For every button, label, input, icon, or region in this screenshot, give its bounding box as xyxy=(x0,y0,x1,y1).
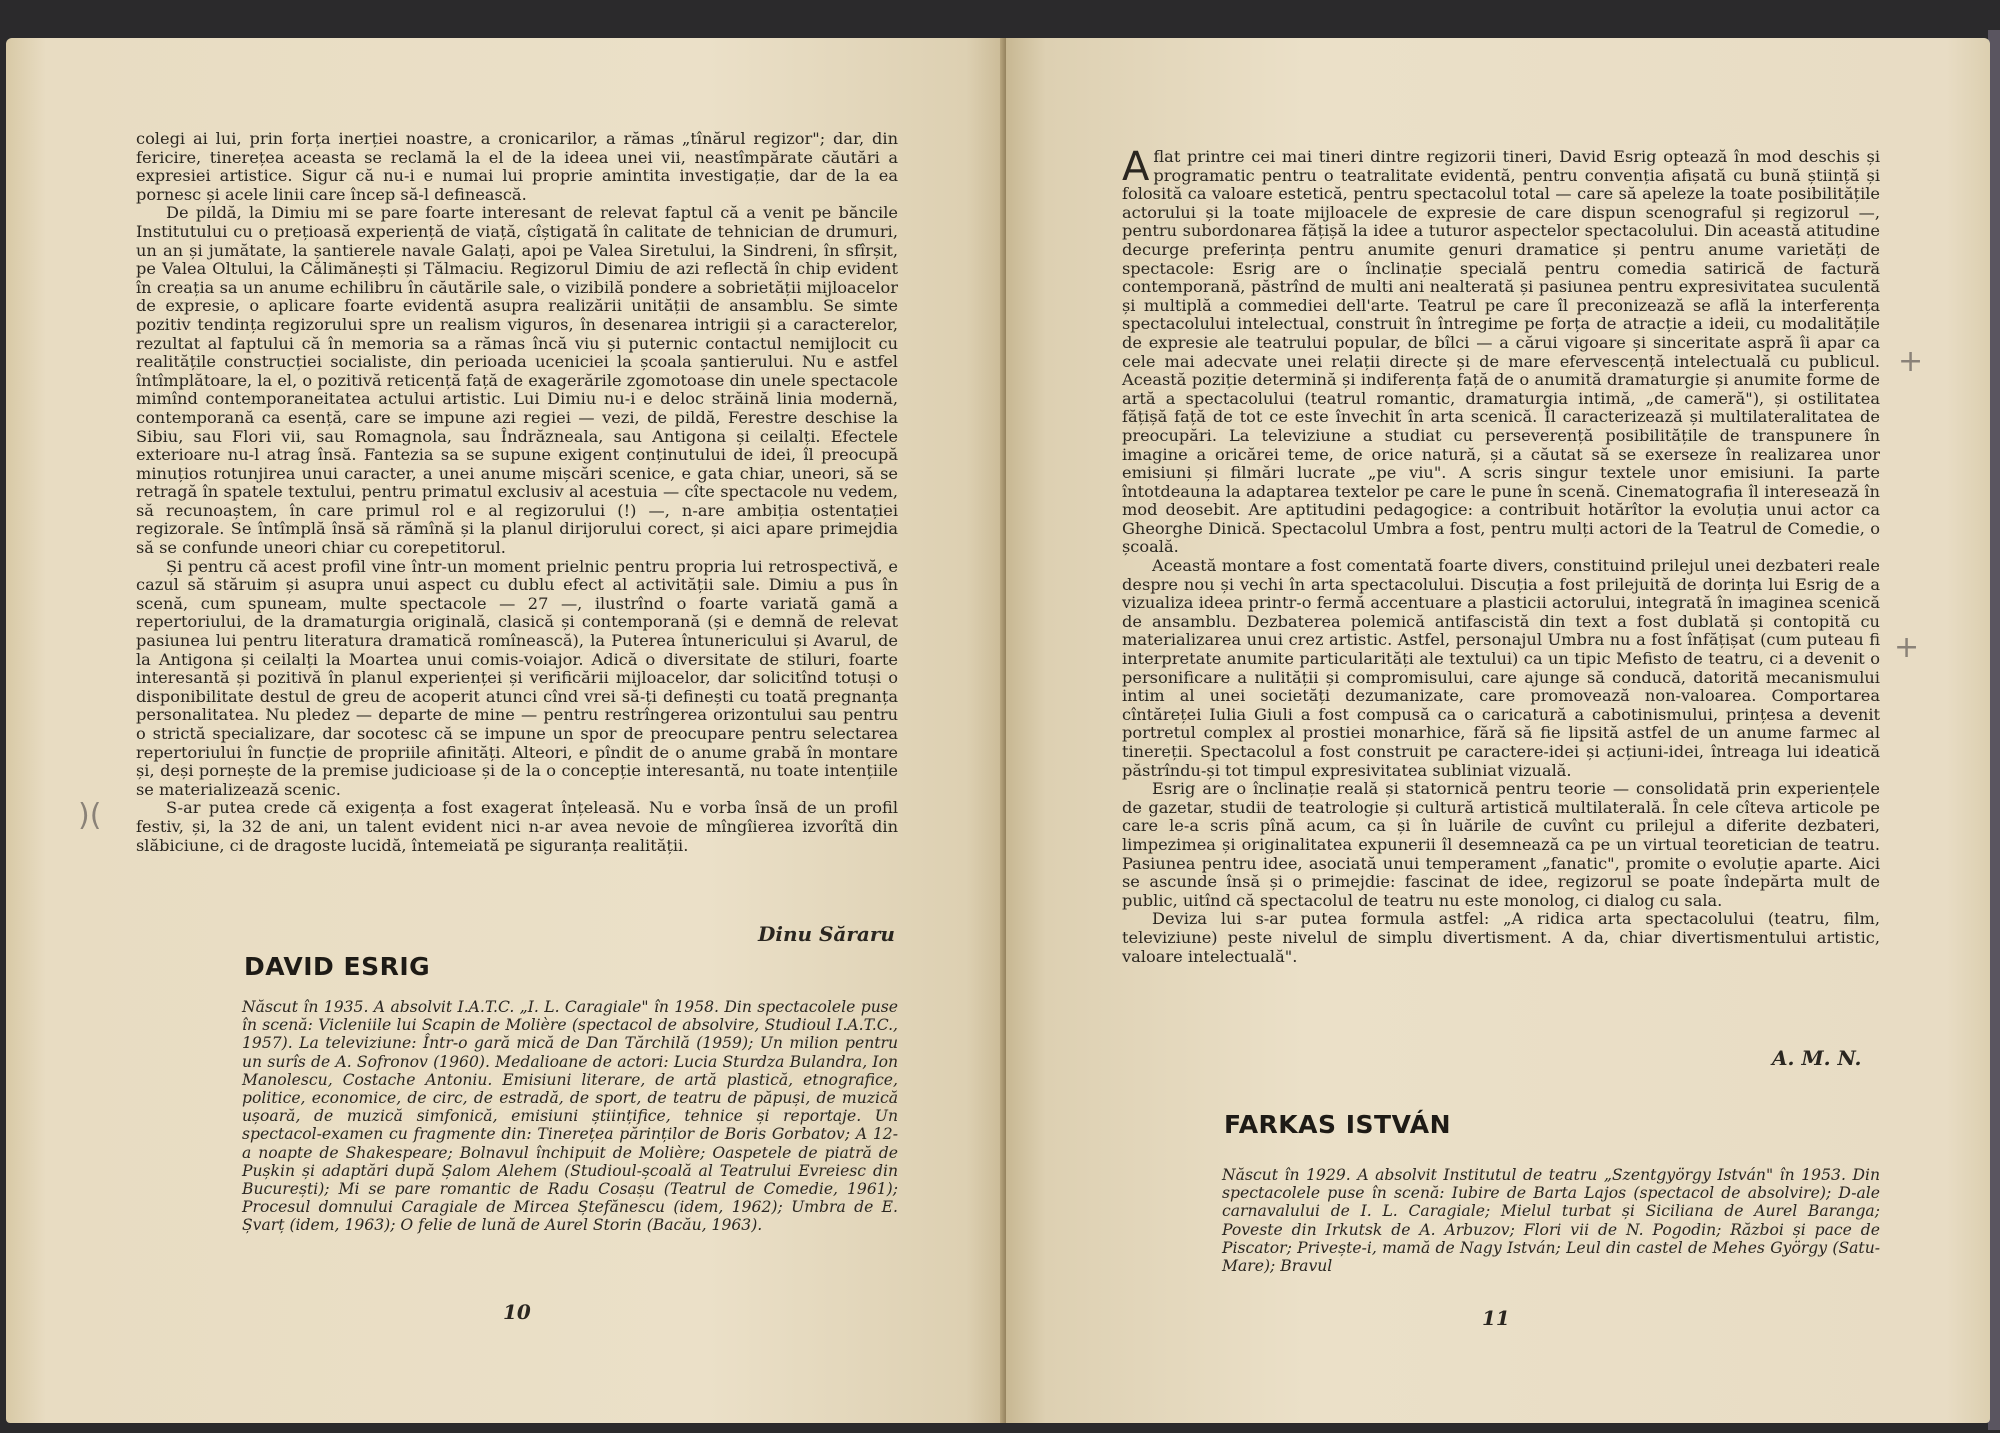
right-paragraph-1-text: flat printre cei mai tineri dintre regizorii tineri, David Esrig optează în mod deschis și programatic pentru o teatralitate evidentă, pentru convenția afișată cu bună știință și folosită ca valoare estetică, pentru spectacolul total — care să apeleze la toate posibilitățile actorului și la toate mijloacele de expresie de care dispun scenograful și regizorul —, pentru subordonarea fățișă la idee a tuturor aspectelor spectacolului. Din această atitudine decurge preferința pentru anumite genuri dramatice și pentru anume varietăți de spectacole: Esrig are o înclinație specială pentru comedia satirică de factură contemporană, păstrînd de multi ani nealterată și pasiunea pentru expresivitatea suculentă și multiplă a commediei dell'arte. Teatrul pe care îl preconizează se află la interferența spectacolului intelectual, construit în întregime pe forța de atracție a ideii, cu modalitățile de expresie ale teatrului popular, de bîlci — a cărui vigoare și sinceritate aspră îi apar ca cele mai adecvate unei relații directe și de mare efervescență intelectuală cu publicul. Această poziție determină și indiferența față de o anumită dramaturgie și anumite forme de artă a spectacolului (teatrul romantic, dramaturgia intimă, „de cameră"), și ostilitatea fățișă față de tot ce este învechit în arta scenică. Îl caracterizează și multilateralitatea de preocupări. La televiziune a studiat cu perseverență posibilitățile de transpunere în imagine a oricărei teme, de orice natură, și a căutat să se exerseze în realizarea unor emisiuni și filmări lucrate „pe viu". A scris singur textele unor emisiuni. Ia parte întotdeauna la adaptarea textelor pe care le pune în scenă. Cinematografia îl interesează în mod deosebit. Are aptitudini pedagogice: a contribuit hotărîtor la evoluția unui actor ca Gheorghe Dinică. Spectacolul Umbra a fost, pentru mulți actori de la Teatrul de Comedie, o școală. xyxy=(1122,147,1880,557)
left-bio-heading: DAVID ESRIG xyxy=(244,952,431,981)
pencil-plus-mark: + xyxy=(1898,344,1924,379)
left-bio-text: Născut în 1935. A absolvit I.A.T.C. „I. L. Caragiale" în 1958. Din spectacolele puse în scenă: Vicleniile lui Scapin de Molière (spectacol de absolvire, Studioul I.A.T.C., 1957). La televiziune: Într-o gară mică de Dan Tărchilă (1959); Un milion pentru un surîs de A. Sofronov (1960). Medalioane de actori: Lucia Sturdza Bulandra, Ion Manolescu, Costache Antoniu. Emisiuni literare, de artă plastică, etnografice, politice, economice, de circ, de estradă, de sport, de teatru de păpuși, de muzică ușoară, de muzică simfonică, emisiuni științifice, tehnice și reportaje. Un spectacol-examen cu fragmente din: Tinerețea părinților de Boris Gorbatov; A 12-a noapte de Shakespeare; Bolnavul închipuit de Molière; Oaspetele de piatră de Pușkin și adaptări după Șalom Alehem (Studioul-școală al Teatrului Evreiesc din București); Mi se pare romantic de Radu Cosașu (Teatrul de Comedie, 1961); Procesul domnului Caragiale de Mircea Ștefănescu (idem, 1962); Umbra de E. Șvarț (idem, 1963); O felie de lună de Aurel Storin (Bacău, 1963). xyxy=(242,998,898,1235)
left-paragraph-1: colegi ai lui, prin forța inerției noastre, a cronicarilor, a rămas „tînărul regizor"; dar, din fericire, tinerețea aceasta se reclamă la el de la ideea unei vii, neastîmpărate căutări a expresiei artistice. Sigur că nu-i e numai lui proprie amintita investigație, dar de la ea pornesc și acele linii care încep să-l definească. xyxy=(136,129,898,204)
right-bio-text: Născut în 1929. A absolvit Institutul de teatru „Szentgyörgy István" în 1953. Din spectacolele puse în scenă: Iubire de Barta Lajos (spectacol de absolvire); D-ale carnavalului de I. L. Caragiale; Mielul turbat și Siciliana de Aurel Baranga; Poveste din Irkutsk de A. Arbuzov; Flori vii de N. Pogodin; Război și pace de Piscator; Privește-i, mamă de Nagy István; Leul din castel de Mehes György (Satu-Mare); Bravul xyxy=(1222,1166,1880,1276)
left-paragraph-3: Și pentru că acest profil vine într-un moment prielnic pentru propria lui retrospectivă, e cazul să stăruim și asupra unui aspect cu dublu efect al activității sale. Dimiu a pus în scenă, cum spuneam, multe spectacole — 27 —, ilustrînd o foarte variată gamă a repertoriului, de la dramaturgia originală, clasică și contemporană (și e demnă de relevat pasiunea lui pentru literatura dramatică romînească), la Puterea întunericului și Avarul, de la Antigona și ceilalți la Moartea unui comis-voiajor. Adică o diversitate de stiluri, foarte interesantă și pozitivă în planul experienței și verificării mijloacelor, dar solicitînd totuși o disponibilitate destul de greu de acoperit atunci cînd vrei să-ți definești cu toată pregnanța personalitatea. Nu pledez — departe de mine — pentru restrîngerea orizontului sau pentru o strictă specializare, dar socotesc că se impune un spor de preocupare pentru selectarea repertoriului în funcție de propriile afinități. Alteori, e pîndit de o anume grabă în montare și, deși pornește de la premise judicioase și de la o concepție interesantă, nu toate intențiile se materializează scenic. xyxy=(136,556,898,799)
right-signature: A. M. N. xyxy=(1772,1046,1862,1070)
right-paragraph-3: Esrig are o înclinație reală și statornică pentru teorie — consolidată prin experiențele de gazetar, studii de teatrologie și cultură artistică multilaterală. În cele cîteva articole pe care le-a scris pînă acum, ca și în luările de cuvînt cu prilejul a diferite dezbateri, limpezimea și originalitatea expunerii îl desemnează ca pe un virtual teoretician de teatru. Pasiunea pentru idee, asociată unui temperament „fanatic", promite o evoluție aparte. Aici se ascunde însă și o primejdie: fascinat de idee, regizorul se poate îndepărta mult de public, uitînd că spectacolul de teatru nu este monolog, ci dialog cu sala. xyxy=(1122,779,1880,910)
right-paragraph-4: Deviza lui s-ar putea formula astfel: „A ridica arta spectacolului (teatru, film, televiziune) peste nivelul de simplu divertisment. A da, chiar divertismentului artistic, valoare intelectuală". xyxy=(1122,909,1880,966)
pencil-cross-mark: + xyxy=(1894,630,1920,665)
left-page xyxy=(6,38,1006,1423)
right-paragraph-1 xyxy=(1122,144,1880,557)
dropcap-letter: A xyxy=(1122,144,1150,190)
right-bio-heading: FARKAS ISTVÁN xyxy=(1224,1110,1452,1139)
left-paragraph-4: S-ar putea crede că exigența a fost exagerat înțeleasă. Nu e vorba însă de un profil festiv, și, la 32 de ani, un talent evident nici n-ar avea nevoie de mîngîierea izvorîtă din slăbiciune, ci de dragoste lucidă, întemeiată pe siguranța realității. xyxy=(136,798,898,855)
right-article xyxy=(1122,144,1880,966)
right-page-number: 11 xyxy=(1482,1306,1510,1330)
right-page xyxy=(1006,38,1990,1423)
left-paragraph-2: De pildă, la Dimiu mi se pare foarte interesant de relevat faptul că a venit pe băncile Institutului cu o prețioasă experiență de viață, cîștigată în calitate de tehnician de drumuri, un an și jumătate, la șantierele navale Galați, apoi pe Valea Siretului, la Sindreni, în sfîrșit, pe Valea Oltului, la Călimănești și Tălmaciu. Regizorul Dimiu de azi reflectă în chip evident în creația sa un anume echilibru în căutările sale, o vizibilă pondere a sobrietății mijloacelor de expresie, o aplicare foarte evidentă asupra realizării unității de ansamblu. Se simte pozitiv tendința regizorului spre un realism viguros, în desenarea intrigii și a caracterelor, rezultat al faptului că în memoria sa a rămas încă viu și puternic contactul nemijlocit cu realitățile construcției socialiste, din perioada uceniciei la școala șantierului. Nu e astfel întîmplătoare, la el, o pozitivă reticență față de exagerările zgomotoase din unele spectacole mimînd contemporaneitatea actului artistic. Lui Dimiu nu-i e deloc străină linia modernă, contemporană ca esență, care se impune azi regiei — vezi, de pildă, Ferestre deschise la Sibiu, sau Flori vii, sau Romagnola, sau Îndrăzneala, sau Antigona și ceilalți. Efectele exterioare nu-l atrag însă. Fantezia sa se supune exigent conținutului de idei, îl preocupă minuțios rotunjirea unui caracter, a unei anume mișcări scenice, e gata chiar, uneori, să se retragă în spatele textului, pentru primatul exclusiv al acestuia — cîte spectacole nu vedem, să recunoaștem, în care primul rol e al regizorului (!) —, n-are ambiția ostentației regizorale. Se întîmplă însă să rămînă și la planul dirijorului corect, și aici apare primejdia să se confunde uneori chiar cu corepetitorul. xyxy=(136,203,898,558)
left-signature: Dinu Săraru xyxy=(758,922,895,946)
right-paragraph-2: Această montare a fost comentată foarte divers, constituind prilejul unei dezbateri reale despre nou și vechi în arta spectacolului. Discuția a fost prilejuită de dorința lui Esrig de a vizualiza ideea printr-o fermă accentuare a plasticii actorului, integrată în imaginea scenică de ansamblu. Dezbaterea polemică antifascistă din text a fost dublată și contopită cu materializarea unui crez artistic. Astfel, personajul Umbra nu a fost înfățișat (cum puteau fi interpretate anumite particularități ale textului) ca un tipic Mefisto de teatru, ci a devenit o personificare a nulității și compromisului, care ajunge să conducă, datorită mecanismului intim al unei societăți dezumanizate, care promovează non-valoarea. Comportarea cîntăreței Iulia Giuli a fost compusă ca o caricatură a cabotinismului, prințesa a devenit portretul complex al prostiei monarhice, fără să fie lipsită astfel de un anume farmec al tinereții. Spectacolul a fost construit pe caractere-idei și acțiuni-idei, întreaga lui ideatică păstrîndu-și tot timpul expresivitatea subliniat vizuală. xyxy=(1122,556,1880,780)
pencil-margin-mark: )( xyxy=(78,798,102,833)
left-page-number: 10 xyxy=(503,1300,531,1324)
left-article xyxy=(136,130,898,855)
